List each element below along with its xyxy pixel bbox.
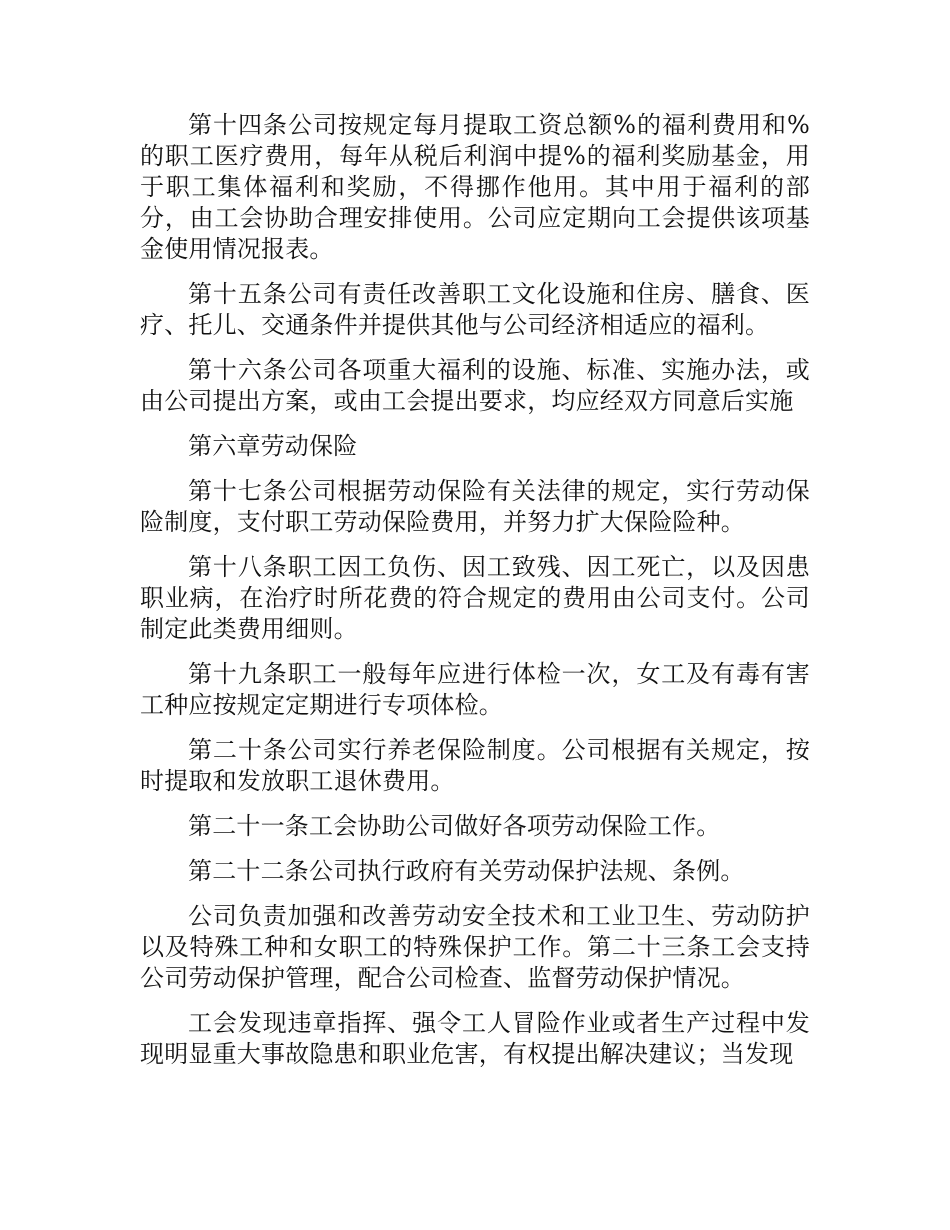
paragraph-article-20: 第二十条公司实行养老保险制度。公司根据有关规定，按时提取和发放职工退休费用。 xyxy=(140,736,810,795)
paragraph-article-14: 第十四条公司按规定每月提取工资总额%的福利费用和%的职工医疗费用，每年从税后利润中提%的福利奖励基金，用于职工集体福利和奖励，不得挪作他用。其中用于福利的部分，由工会协助合理安排使用。公司应定期向工会提供该项基金使用情况报表。 xyxy=(140,111,810,263)
paragraph-article-21: 第二十一条工会协助公司做好各项劳动保险工作。 xyxy=(188,812,721,840)
paragraph-article-18: 第十八条职工因工负伤、因工致残、因工死亡，以及因患职业病，在治疗时所花费的符合规定的费用由公司支付。公司制定此类费用细则。 xyxy=(140,553,810,643)
paragraph-article-19: 第十九条职工一般每年应进行体检一次，女工及有毒有害工种应按规定定期进行专项体检。 xyxy=(140,660,810,719)
paragraph-article-22: 第二十二条公司执行政府有关劳动保护法规、条例。 xyxy=(188,857,745,885)
paragraph-article-23: 公司负责加强和改善劳动安全技术和工业卫生、劳动防护以及特殊工种和女职工的特殊保护工作。第二十三条工会支持公司劳动保护管理，配合公司检查、监督劳动保护情况。 xyxy=(140,902,810,992)
chapter-heading: 第六章劳动保险 xyxy=(188,432,358,460)
document-body xyxy=(140,110,810,1084)
paragraph-union-rights: 工会发现违章指挥、强令工人冒险作业或者生产过程中发现明显重大事故隐患和职业危害，有权提出解决建议；当发现 xyxy=(140,1009,810,1068)
paragraph-article-17: 第十七条公司根据劳动保险有关法律的规定，实行劳动保险制度，支付职工劳动保险费用，并努力扩大保险险种。 xyxy=(140,477,810,536)
paragraph-article-16: 第十六条公司各项重大福利的设施、标准、实施办法，或由公司提出方案，或由工会提出要求，均应经双方同意后实施 xyxy=(140,356,810,415)
paragraph-article-15: 第十五条公司有责任改善职工文化设施和住房、膳食、医疗、托儿、交通条件并提供其他与公司经济相适应的福利。 xyxy=(140,280,810,339)
